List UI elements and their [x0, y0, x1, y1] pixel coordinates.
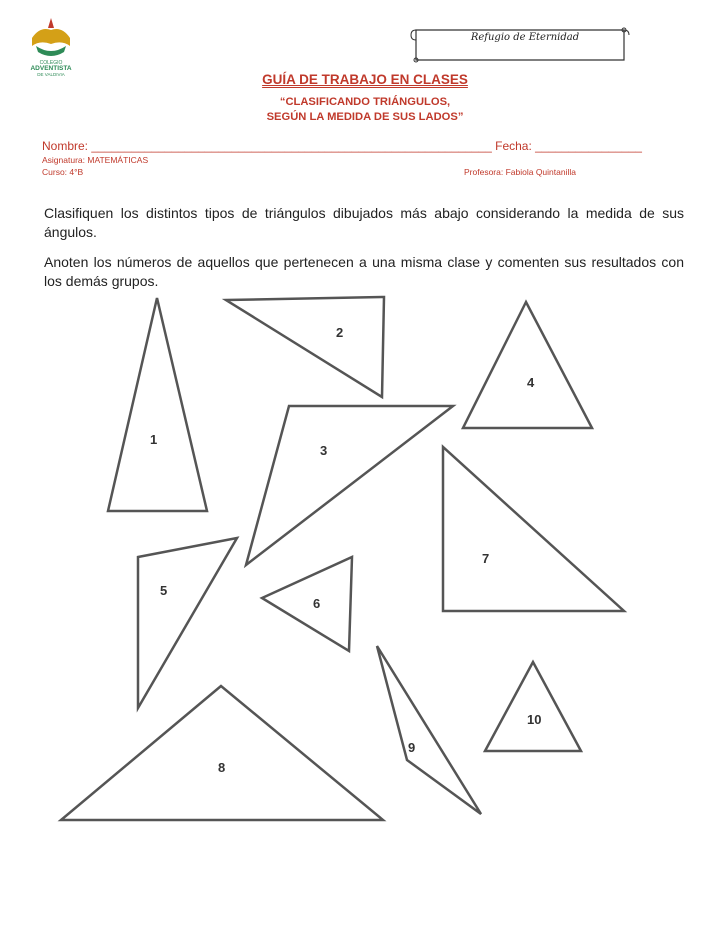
triangle-label-6: 6 — [313, 596, 321, 611]
subtitle-line-1: “CLASIFICANDO TRIÁNGULOS, — [279, 96, 451, 108]
triangle-label-2: 2 — [336, 325, 344, 340]
triangle-label-10: 10 — [527, 712, 542, 727]
triangle-6 — [262, 557, 352, 651]
triangle-10 — [485, 662, 581, 751]
page-title: GUÍA DE TRABAJO EN CLASES — [262, 72, 468, 87]
logo-text-1: COLEGIO — [39, 60, 63, 66]
triangle-5 — [138, 538, 237, 708]
triangle-9 — [377, 646, 481, 814]
triangle-3 — [246, 406, 453, 565]
triangle-label-5: 5 — [160, 583, 168, 598]
triangle-1 — [108, 298, 207, 511]
triangle-label-3: 3 — [320, 443, 328, 458]
course-label: Curso: 4°B — [42, 167, 84, 177]
instruction-paragraph-2: Anoten los números de aquellos que pertenecen a una misma clase y comenten sus resultados con los demás grupos. — [44, 254, 684, 289]
instruction-paragraph-1: Clasifiquen los distintos tipos de triángulos dibujados más abajo considerando la medida de sus ángulos. — [44, 205, 684, 240]
triangle-label-1: 1 — [150, 432, 158, 447]
logo-text-2: ADVENTISTA — [30, 65, 72, 72]
triangle-label-9: 9 — [408, 740, 416, 755]
triangle-label-4: 4 — [527, 375, 535, 390]
triangle-8 — [61, 686, 383, 820]
subtitle-line-2: SEGÚN LA MEDIDA DE SUS LADOS” — [266, 111, 464, 123]
triangle-label-8: 8 — [218, 760, 226, 775]
logo-text-3: DE VALDIVIA — [37, 72, 65, 77]
triangle-2 — [226, 297, 384, 397]
triangle-label-7: 7 — [482, 551, 490, 566]
triangle-7 — [443, 447, 624, 611]
motto-text: Refugio de Eternidad — [470, 32, 580, 43]
triangle-4 — [463, 302, 592, 428]
name-date-field: Nombre: ____________________________________________________________ Fecha: ________________ — [42, 139, 642, 153]
subject-label: Asignatura: MATEMÁTICAS — [42, 155, 149, 165]
teacher-label: Profesora: Fabiola Quintanilla — [464, 167, 576, 177]
